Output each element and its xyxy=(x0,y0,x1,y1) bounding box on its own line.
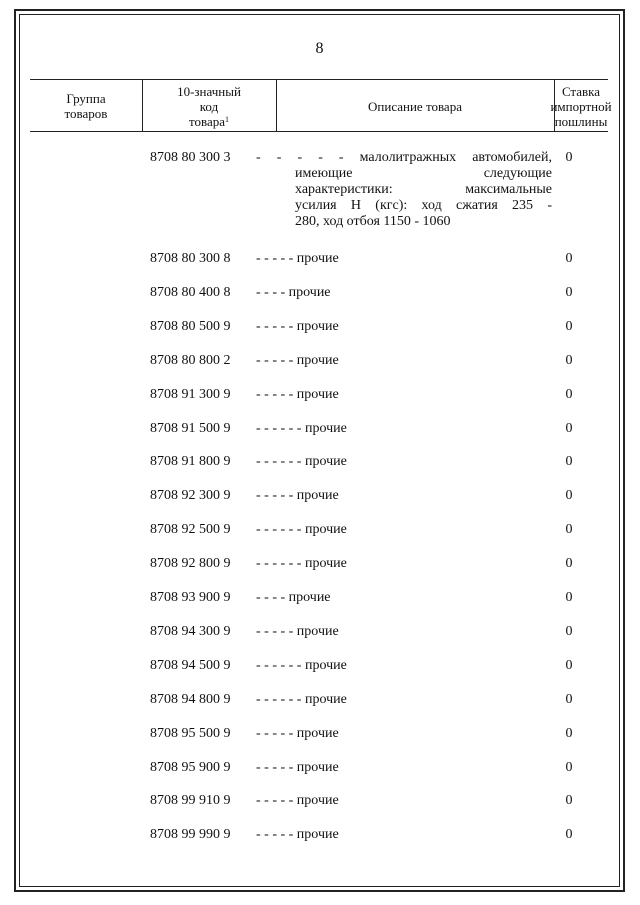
row-rate: 0 xyxy=(565,725,573,741)
row-description: - - - - прочие xyxy=(256,284,331,300)
row-code: 8708 99 990 9 xyxy=(150,827,231,843)
row-description: - - - - - прочие xyxy=(256,488,339,504)
row-description: - - - - - - прочие xyxy=(256,420,347,436)
row-description: - - - - - прочие xyxy=(256,793,339,809)
row-description: - - - - - - прочие xyxy=(256,522,347,538)
row-rate: 0 xyxy=(565,522,573,538)
row-code: 8708 95 900 9 xyxy=(150,759,231,775)
row-code: 8708 99 910 9 xyxy=(150,793,231,809)
row-rate: 0 xyxy=(565,352,573,368)
row-description: - - - - - прочие xyxy=(256,352,339,368)
row-code: 8708 80 300 3 xyxy=(150,150,231,165)
row-description: - - - - - - прочие xyxy=(256,657,347,673)
row-code: 8708 80 800 2 xyxy=(150,352,231,368)
row-code: 8708 92 800 9 xyxy=(150,556,231,572)
row-description: - - - - - - прочие xyxy=(256,454,347,470)
row-rate: 0 xyxy=(565,386,573,402)
row-code: 8708 92 300 9 xyxy=(150,488,231,504)
row-description: - - - - - прочие xyxy=(256,623,339,639)
row-rate: 0 xyxy=(565,420,573,436)
row-description: - - - - - прочие xyxy=(256,251,339,266)
header-rate: Ставка импортной пошлины xyxy=(550,83,612,129)
row-code: 8708 80 300 8 xyxy=(150,251,231,266)
row-code: 8708 91 300 9 xyxy=(150,386,231,402)
row-code: 8708 80 500 9 xyxy=(150,318,231,334)
row-code: 8708 93 900 9 xyxy=(150,590,231,605)
row-rate: 0 xyxy=(565,454,573,470)
header-group: Группа товаров xyxy=(64,91,108,121)
row-rate: 0 xyxy=(565,284,573,300)
row-description: - - - - - прочие xyxy=(256,725,339,741)
row-description: - - - - - прочие xyxy=(256,827,339,843)
row-rate: 0 xyxy=(565,793,573,809)
row-description: - - - - - малолитражных автомобилей, имеющие следующие характеристики: максимальные усилия Н (кгс): ход сжатия 235 - 280, ход отбоя 1150 - 1060 xyxy=(256,150,552,229)
row-rate: 0 xyxy=(565,251,573,266)
row-code: 8708 91 800 9 xyxy=(150,454,231,470)
row-rate: 0 xyxy=(565,150,573,165)
row-code: 8708 91 500 9 xyxy=(150,420,231,436)
row-description: - - - - - прочие xyxy=(256,318,339,334)
footnote-marker: 1 xyxy=(225,114,229,124)
page-frame-inner xyxy=(19,14,620,887)
page-number: 8 xyxy=(315,40,324,57)
table-header xyxy=(30,79,612,132)
row-rate: 0 xyxy=(565,556,573,572)
row-description: - - - - - прочие xyxy=(256,759,339,775)
row-description: - - - - прочие xyxy=(256,590,331,605)
row-rate: 0 xyxy=(565,590,573,605)
row-rate: 0 xyxy=(565,488,573,504)
row-rate: 0 xyxy=(565,691,573,707)
row-rate: 0 xyxy=(565,827,573,843)
row-code: 8708 94 500 9 xyxy=(150,657,231,673)
row-rate: 0 xyxy=(565,318,573,334)
row-code: 8708 92 500 9 xyxy=(150,522,231,538)
row-code: 8708 94 300 9 xyxy=(150,623,231,639)
header-code: 10-значный код товара$^1$ xyxy=(177,83,241,129)
row-code: 8708 95 500 9 xyxy=(150,725,231,741)
row-rate: 0 xyxy=(565,759,573,775)
row-description: - - - - - - прочие xyxy=(256,691,347,707)
row-rate: 0 xyxy=(565,623,573,639)
row-description: - - - - - прочие xyxy=(256,386,339,402)
row-code: 8708 94 800 9 xyxy=(150,691,231,707)
header-description: Описание товара xyxy=(368,98,462,114)
row-code: 8708 80 400 8 xyxy=(150,284,231,300)
row-rate: 0 xyxy=(565,657,573,673)
row-description: - - - - - - прочие xyxy=(256,556,347,572)
